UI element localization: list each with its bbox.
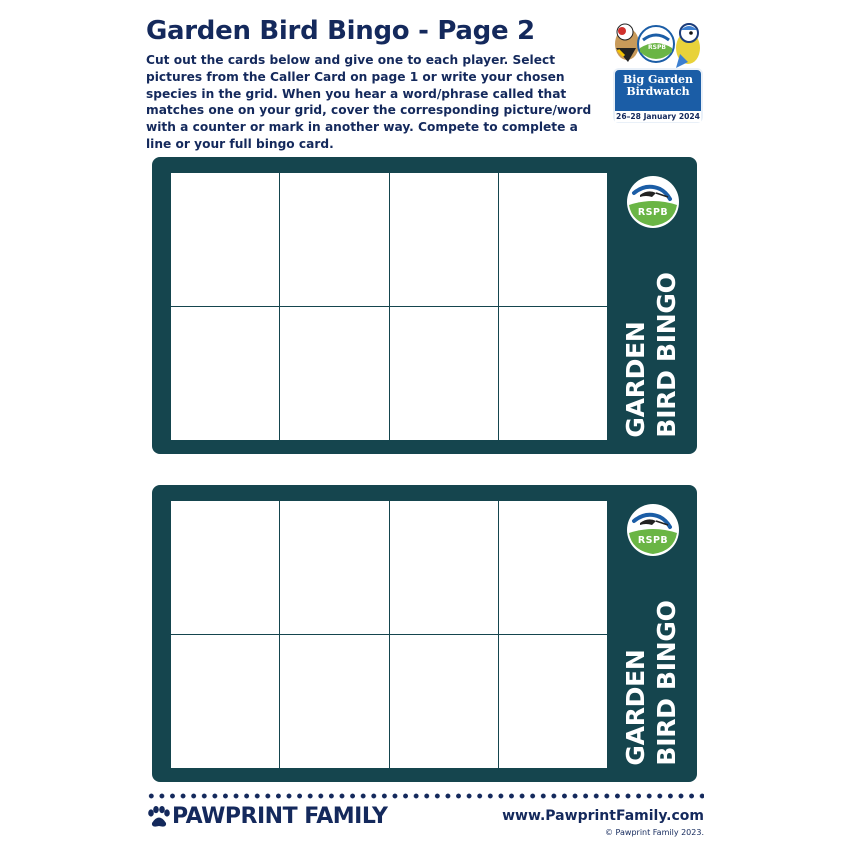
website-link[interactable]: www.PawprintFamily.com bbox=[502, 808, 704, 824]
rspb-logo-text: RSPB bbox=[637, 535, 669, 546]
bingo-cell[interactable] bbox=[280, 173, 388, 306]
big-garden-birdwatch-logo bbox=[610, 18, 705, 120]
bingo-cell[interactable] bbox=[499, 501, 607, 634]
bingo-cell[interactable] bbox=[390, 307, 498, 440]
card-label-line2: BIRD BINGO bbox=[652, 599, 681, 766]
rspb-avocet-icon bbox=[626, 175, 680, 229]
birdwatch-name bbox=[615, 74, 701, 98]
dotted-divider bbox=[146, 792, 704, 800]
birdwatch-name-box bbox=[613, 68, 703, 123]
bingo-cell[interactable] bbox=[171, 501, 279, 634]
copyright-text: © Pawprint Family 2023. bbox=[605, 828, 704, 837]
card-label bbox=[618, 267, 684, 442]
bingo-grid bbox=[171, 501, 607, 768]
bingo-cell[interactable] bbox=[280, 635, 388, 768]
card-label bbox=[618, 595, 684, 770]
bingo-cell[interactable] bbox=[499, 307, 607, 440]
bingo-card-1 bbox=[152, 157, 697, 454]
rspb-logo-text: RSPB bbox=[637, 207, 669, 218]
bingo-cell[interactable] bbox=[171, 635, 279, 768]
card-label-line2: BIRD BINGO bbox=[652, 271, 681, 438]
rspb-logo bbox=[626, 175, 680, 229]
bingo-cell[interactable] bbox=[280, 501, 388, 634]
bingo-cell[interactable] bbox=[280, 307, 388, 440]
page-title: Garden Bird Bingo - Page 2 bbox=[146, 16, 535, 46]
rspb-logo bbox=[626, 503, 680, 557]
rspb-badge-text: RSPB bbox=[648, 44, 666, 51]
rspb-avocet-icon bbox=[626, 503, 680, 557]
bingo-card-2 bbox=[152, 485, 697, 782]
bingo-cell[interactable] bbox=[390, 173, 498, 306]
card-label-line1: GARDEN bbox=[621, 320, 650, 438]
card-label-line1: GARDEN bbox=[621, 648, 650, 766]
bingo-grid bbox=[171, 173, 607, 440]
bingo-cell[interactable] bbox=[390, 501, 498, 634]
birdwatch-name-line2: Birdwatch bbox=[626, 85, 690, 98]
birdwatch-name-line1: Big Garden bbox=[622, 73, 693, 86]
bingo-cell[interactable] bbox=[171, 307, 279, 440]
paw-print-icon bbox=[146, 806, 170, 828]
birdwatch-dates: 26–28 January 2024 bbox=[616, 112, 700, 121]
bingo-cell[interactable] bbox=[499, 173, 607, 306]
instructions-text: Cut out the cards below and give one to each player. Select pictures from the Caller Card on page 1 or write your chosen species in the grid. When you hear a word/phrase called that matches one on your grid, cover the corresponding picture/word with a counter or mark in another way. Compete to complete a line or your full bingo card. bbox=[146, 53, 592, 151]
bingo-cell[interactable] bbox=[171, 173, 279, 306]
brand-name: PAWPRINT FAMILY bbox=[172, 804, 388, 829]
bingo-cell[interactable] bbox=[390, 635, 498, 768]
bingo-cell[interactable] bbox=[499, 635, 607, 768]
